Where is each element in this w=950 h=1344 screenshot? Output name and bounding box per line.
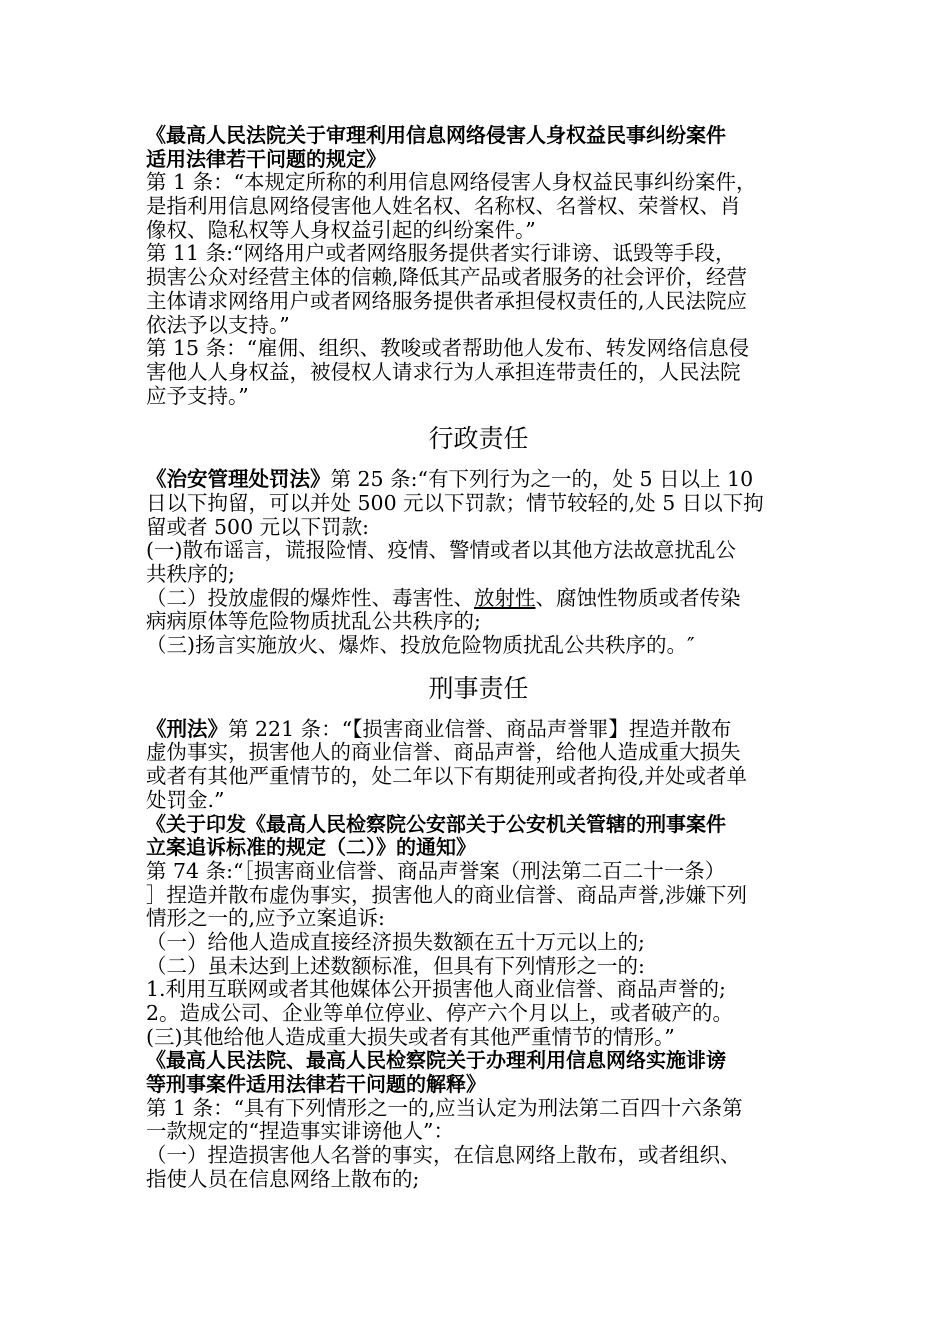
public-security-law-line-1 bbox=[146, 468, 811, 492]
interpretation-article-1-line-3: （一）捏造损害他人名誉的事实，在信息网络上散布，或者组织、 bbox=[146, 1143, 741, 1168]
article-74-line-1: 第 74 条:“［损害商业信誉、商品声誉案（刑法第二百二十一条） bbox=[146, 858, 726, 883]
article-11-line-4: 依法予以支持。” bbox=[146, 312, 290, 337]
article-11-line-3: 主体请求网络用户或者网络服务提供者承担侵权责任的,人民法院应 bbox=[146, 288, 748, 313]
administrative-liability-heading: 行政责任 bbox=[428, 424, 529, 454]
article-25-item-2-line-1 bbox=[146, 587, 811, 611]
article-221-line-2: 虚伪事实，损害他人的商业信誉、商品声誉，给他人造成重大损失 bbox=[146, 740, 741, 765]
article-11-line-1: 第 11 条:“网络用户或者网络服务提供者实行诽谤、诋毁等手段， bbox=[146, 241, 736, 266]
article-74-subitem-1: 1.利用互联网或者其他媒体公开损害他人商业信誉、商品声誉的; bbox=[146, 977, 726, 1002]
article-15-line-1: 第 15 条：“雇佣、组织、教唆或者帮助他人发布、转发网络信息侵 bbox=[146, 336, 750, 361]
civil-regulation-title-line-2: 适用法律若干问题的规定》 bbox=[146, 146, 386, 171]
interpretation-article-1-line-2: 一款规定的“捏造事实诽谤他人”： bbox=[146, 1119, 454, 1144]
item-2-prefix: （二）投放虚假的爆炸性、毒害性、 bbox=[146, 585, 474, 610]
notice-title-line-2: 立案追诉标准的规定（二）》的通知》 bbox=[146, 835, 476, 860]
interpretation-title-line-1: 《最高人民法院、最高人民检察院关于办理利用信息网络实施诽谤 bbox=[146, 1048, 726, 1073]
article-74-item-1: （一）给他人造成直接经济损失数额在五十万元以上的; bbox=[146, 929, 645, 954]
article-74-subitem-2: 2。造成公司、企业等单位停业、停产六个月以上，或者破产的。 bbox=[146, 1001, 734, 1025]
article-74-line-3: 情形之一的,应予立案追诉: bbox=[146, 906, 385, 931]
article-221-intro: 第 221 条：“【损害商业信誉、商品声誉罪】捏造并散布 bbox=[228, 716, 732, 741]
interpretation-title-line-2: 等刑事案件适用法律若干问题的解释》 bbox=[146, 1072, 486, 1097]
article-25-line-2: 日以下拘留，可以并处 500 元以下罚款；情节较轻的,处 5 日以下拘 bbox=[146, 490, 764, 515]
document-page bbox=[146, 124, 811, 1192]
civil-regulation-title-line-1: 《最高人民法院关于审理利用信息网络侵害人身权益民事纠纷案件 bbox=[146, 123, 726, 147]
article-15-line-2: 害他人人身权益，被侵权人请求行为人承担连带责任的，人民法院 bbox=[146, 359, 741, 384]
article-25-item-2-line-2: 病病原体等危险物质扰乱公共秩序的; bbox=[146, 609, 481, 634]
criminal-liability-heading: 刑事责任 bbox=[428, 673, 529, 703]
article-221-line-3: 或者有其他严重情节的，处二年以下有期徒刑或者拘役,并处或者单 bbox=[146, 764, 748, 789]
article-1-line-1: 第 1 条：“本规定所称的利用信息网络侵害人身权益民事纠纷案件， bbox=[146, 170, 757, 195]
article-25-item-3: （三)扬言实施放火、爆炸、投放危险物质扰乱公共秩序的。″ bbox=[146, 633, 695, 658]
item-2-suffix: 、腐蚀性物质或者传染 bbox=[535, 585, 741, 610]
notice-title-line-1: 《关于印发《最高人民检察院公安部关于公安机关管辖的刑事案件 bbox=[146, 811, 726, 836]
article-74-line-2: ］捏造并散布虚伪事实，损害他人的商业信誉、商品声誉,涉嫌下列 bbox=[146, 882, 748, 907]
article-25-item-1-line-2: 共秩序的; bbox=[146, 562, 235, 586]
article-1-line-3: 像权、隐私权等人身权益引起的纠纷案件。” bbox=[146, 217, 536, 242]
article-11-line-2: 损害公众对经营主体的信赖,降低其产品或者服务的社会评价，经营 bbox=[146, 265, 748, 290]
item-2-underlined-term: 放射性 bbox=[474, 585, 536, 610]
article-74-item-3: (三)其他给他人造成重大损失或者有其他严重情节的情形。” bbox=[146, 1024, 675, 1049]
article-25-item-1-line-1: (一)散布谣言，谎报险情、疫情、警情或者以其他方法故意扰乱公 bbox=[146, 538, 736, 563]
criminal-law-line-1 bbox=[146, 718, 811, 742]
article-15-line-3: 应予支持。” bbox=[146, 383, 249, 408]
article-25-intro: 第 25 条:“有下列行为之一的，处 5 日以上 10 bbox=[330, 467, 754, 492]
article-221-line-4: 处罚金.” bbox=[146, 787, 225, 812]
interpretation-article-1-line-4: 指使人员在信息网络上散布的; bbox=[146, 1166, 420, 1191]
article-74-item-2: （二）虽未达到上述数额标准，但具有下列情形之一的: bbox=[146, 953, 645, 978]
criminal-law-name: 《刑法》 bbox=[146, 716, 228, 741]
interpretation-article-1-line-1: 第 1 条：“具有下列情形之一的,应当认定为刑法第二百四十六条第 bbox=[146, 1095, 743, 1120]
article-25-line-3: 留或者 500 元以下罚款: bbox=[146, 514, 370, 539]
article-1-line-2: 是指利用信息网络侵害他人姓名权、名称权、名誉权、荣誉权、肖 bbox=[146, 194, 741, 219]
public-security-law-name: 《治安管理处罚法》 bbox=[146, 467, 331, 492]
